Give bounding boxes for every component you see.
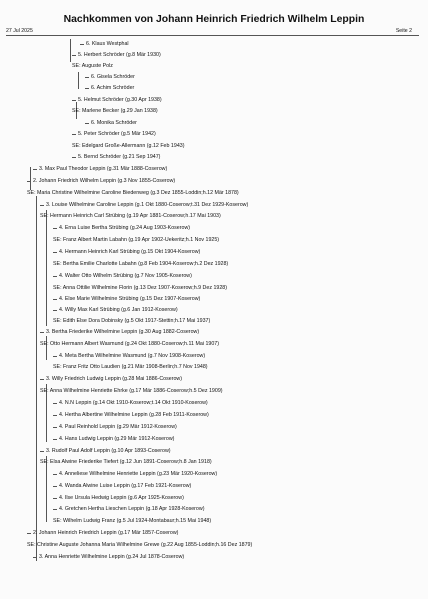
tree-branch-tick (53, 228, 57, 229)
descendant-entry (53, 353, 205, 359)
entry-text: SE: Hermann Heinrich Carl Strübing (g.19 Apr 1881-Coserow;h.17 Mai 1903) (40, 213, 221, 219)
descendant-entry (53, 400, 208, 406)
spouse-entry (40, 213, 221, 219)
entry-text: 4. Erna Luise Bertha Strübing (g.24 Aug 1903-Koserow) (59, 225, 191, 231)
entry-text: SE: Otto Hermann Albert Wasmund (g.24 Okt 1880-Coserow;h.11 Mai 1907) (40, 341, 219, 347)
entry-text: 6. Achim Schröder (91, 85, 135, 91)
tree-connector-line (46, 210, 47, 326)
spouse-entry (72, 143, 184, 149)
entry-text: 5. Helmut Schröder (g.30 Apr 1938) (78, 97, 162, 103)
tree-connector-line (46, 336, 47, 360)
descendant-entry (40, 202, 248, 208)
descendant-entry (40, 448, 171, 454)
tree-branch-tick (72, 55, 76, 56)
tree-branch-tick (33, 169, 37, 170)
spouse-entry (72, 63, 113, 69)
descendant-entry (40, 329, 199, 335)
entry-text: SE: Franz Fritz Otto Laudien (g.21 Mär 1908-Berlin;h.7 Nov 1948) (53, 364, 208, 370)
header-divider (6, 35, 419, 36)
descendant-entry (27, 530, 178, 536)
entry-text: SE: Maria Christine Wilhelmine Caroline Biedenweg (g.3 Dez 1855-Loddin;h.12 Mär 1878) (27, 190, 239, 196)
entry-text: SE: Edith Else Dora Dobinsky (g.5 Okt 1917-Stettin;h.17 Mai 1937) (53, 318, 211, 324)
entry-text: 6. Monika Schröder (91, 120, 137, 126)
entry-text: 4. Hermann Heinrich Karl Strübing (g.15 Okt 1904-Koserow) (59, 249, 201, 255)
tree-branch-tick (72, 157, 76, 158)
entry-text: 4. Wanda Alwine Luise Leppin (g.17 Feb 1921-Koserow) (59, 483, 192, 489)
descendant-entry (80, 41, 129, 47)
tree-branch-tick (72, 134, 76, 135)
entry-text: 5. Herbert Schröder (g.8 Mär 1930) (78, 52, 161, 58)
descendant-entry (72, 97, 162, 103)
spouse-entry (53, 364, 208, 370)
entry-text: 4. Hertha Albertine Wilhelmine Leppin (g.28 Feb 1911-Koserow) (59, 412, 209, 418)
tree-connector-line (78, 72, 79, 89)
entry-text: 4. Gretchen Hertha Lieschen Leppin (g.18 Apr 1928-Koserow) (59, 506, 205, 512)
tree-branch-tick (53, 439, 57, 440)
spouse-entry (40, 341, 219, 347)
page-number: Seite 2 (395, 28, 412, 34)
tree-branch-tick (33, 557, 37, 558)
tree-branch-tick (53, 276, 57, 277)
tree-branch-tick (53, 474, 57, 475)
descendant-entry (33, 166, 167, 172)
descendant-entry (72, 131, 156, 137)
entry-text: SE: Elsa Alwine Friederike Tiefert (g.12 Jun 1891-Coserow;h.8 Jan 1918) (40, 459, 212, 465)
spouse-entry (53, 318, 210, 324)
descendant-entry (53, 424, 177, 430)
descendant-entry (72, 154, 160, 160)
entry-text: 4. Paul Reinhold Leppin (g.29 Mär 1912-Koserow) (59, 424, 177, 430)
tree-branch-tick (53, 486, 57, 487)
tree-branch-tick (80, 44, 84, 45)
entry-text: 3. Willy Friedrich Ludwig Leppin (g.28 Mai 1886-Coserow) (46, 376, 183, 382)
descendant-entry (53, 483, 191, 489)
tree-branch-tick (85, 123, 89, 124)
entry-text: 5. Bernd Schröder (g.21 Sep 1947) (78, 154, 161, 160)
descendant-entry (33, 554, 184, 560)
tree-branch-tick (53, 427, 57, 428)
tree-branch-tick (40, 451, 44, 452)
tree-branch-tick (53, 356, 57, 357)
entry-text: 4. Meta Bertha Wilhelmine Wasmund (g.7 Nov 1908-Koserow) (59, 353, 206, 359)
entry-text: 4. Walter Otto Wilhelm Strübing (g.7 Nov 1905-Koserow) (59, 273, 192, 279)
entry-text: 2. Johann Friedrich Wilhelm Leppin (g.3 Nov 1855-Coserow) (33, 178, 176, 184)
page-title: Nachkommen von Johann Heinrich Friedrich Wilhelm Leppin (63, 14, 365, 25)
spouse-entry (27, 542, 252, 548)
spouse-entry (53, 285, 227, 291)
entry-text: 3. Max Paul Theodor Leppin (g.31 Mär 1888-Coserow) (39, 166, 168, 172)
descendant-entry (53, 249, 200, 255)
spouse-entry (53, 237, 219, 243)
descendant-entry (53, 412, 209, 418)
tree-branch-tick (27, 533, 31, 534)
tree-branch-tick (85, 77, 89, 78)
tree-branch-tick (53, 509, 57, 510)
spouse-entry (72, 108, 158, 114)
descendant-entry (53, 273, 192, 279)
tree-branch-tick (53, 299, 57, 300)
entry-text: 6. Gisela Schröder (91, 74, 135, 80)
entry-text: 5. Peter Schröder (g.5 Mär 1942) (78, 131, 156, 137)
tree-branch-tick (40, 332, 44, 333)
descendant-entry (53, 506, 204, 512)
tree-branch-tick (53, 403, 57, 404)
descendant-entry (40, 376, 182, 382)
tree-branch-tick (53, 498, 57, 499)
tree-branch-tick (40, 379, 44, 380)
entry-text: SE: Anna Ottilie Wilhelmine Florin (g.13 Dez 1907-Koserow;h.9 Dez 1928) (53, 285, 227, 291)
entry-text: 4. Anneliese Wilhelmine Henriette Leppin (g.23 Mär 1920-Koserow) (59, 471, 218, 477)
spouse-entry (53, 261, 228, 267)
entry-text: SE: Marlene Becker (g.29 Jan 1938) (72, 108, 158, 114)
entry-text: SE: Anna Wilhelmine Henriette Ehrke (g.17 Mär 1886-Coserow;h.5 Dez 1909) (40, 388, 223, 394)
tree-branch-tick (53, 415, 57, 416)
tree-branch-tick (27, 181, 31, 182)
entry-text: 3. Louise Wilhelmine Caroline Leppin (g.1 Okt 1880-Coserow;t.31 Dez 1929-Koserow) (46, 202, 249, 208)
tree-connector-line (46, 456, 47, 522)
spouse-entry (53, 518, 211, 524)
spouse-entry (40, 388, 223, 394)
descendant-entry (53, 436, 174, 442)
tree-connector-line (36, 196, 37, 561)
descendant-entry (53, 307, 178, 313)
entry-text: 6. Klaus Westphal (86, 41, 129, 47)
tree-branch-tick (53, 252, 57, 253)
spouse-entry (27, 190, 239, 196)
entry-text: 4. Else Marie Wilhelmine Strübing (g.15 Dez 1907-Koserow) (59, 296, 201, 302)
tree-branch-tick (72, 100, 76, 101)
entry-text: 4. N.N Leppin (g.14 Okt 1910-Koserow;t.14 Okt 1910-Koserow) (59, 400, 208, 406)
tree-branch-tick (53, 310, 57, 311)
spouse-entry (40, 459, 212, 465)
entry-text: 4. Ilse Ursula Hedwig Leppin (g.6 Apr 1925-Koserow) (59, 495, 184, 501)
entry-text: 3. Anna Henriette Wilhelmine Leppin (g.24 Jul 1878-Coserow) (39, 554, 185, 560)
print-date: 27 Jul 2025 (6, 28, 33, 34)
descendant-entry (27, 178, 175, 184)
tree-connector-line (70, 39, 71, 62)
entry-text: SE: Christine Auguste Johanna Maria Wilhelmine Grewe (g.22 Aug 1855-Loddin;h.16 Dez 1879) (27, 542, 253, 548)
descendant-entry (85, 120, 137, 126)
entry-text: 3. Rudolf Paul Adolf Leppin (g.10 Apr 1893-Coserow) (46, 448, 171, 454)
descendant-entry (53, 225, 190, 231)
entry-text: SE: Auguste Polz (72, 63, 113, 69)
descendant-entry (53, 296, 200, 302)
entry-text: SE: Bertha Emilie Charlotte Labahn (g.8 Feb 1904-Koserow;h.2 Dez 1928) (53, 261, 229, 267)
entry-text: 4. Willy Max Karl Strübing (g.6 Jan 1912-Koserow) (59, 307, 178, 313)
descendant-entry (72, 52, 161, 58)
entry-text: SE: Franz Albert Martin Labahn (g.19 Apr 1902-Uekeritz;h.1 Nov 1925) (53, 237, 220, 243)
descendant-entry (85, 74, 135, 80)
entry-text: 4. Hans Ludwig Leppin (g.29 Mär 1912-Koserow) (59, 436, 175, 442)
entry-text: SE: Wilhelm Ludwig Franz (g.5 Jul 1924-Montabaur;h.15 Mai 1948) (53, 518, 212, 524)
entry-text: 3. Bertha Friederike Wilhelmine Leppin (g.30 Aug 1882-Coserow) (46, 329, 200, 335)
descendant-entry (53, 495, 184, 501)
entry-text: SE: Edelgard Große-Allermann (g.12 Feb 1943) (72, 143, 185, 149)
descendant-entry (53, 471, 217, 477)
descendant-entry (85, 85, 134, 91)
tree-branch-tick (40, 205, 44, 206)
entry-text: 2. Johann Heinrich Friedrich Leppin (g.17 Mär 1857-Coserow) (33, 530, 179, 536)
tree-branch-tick (85, 88, 89, 89)
